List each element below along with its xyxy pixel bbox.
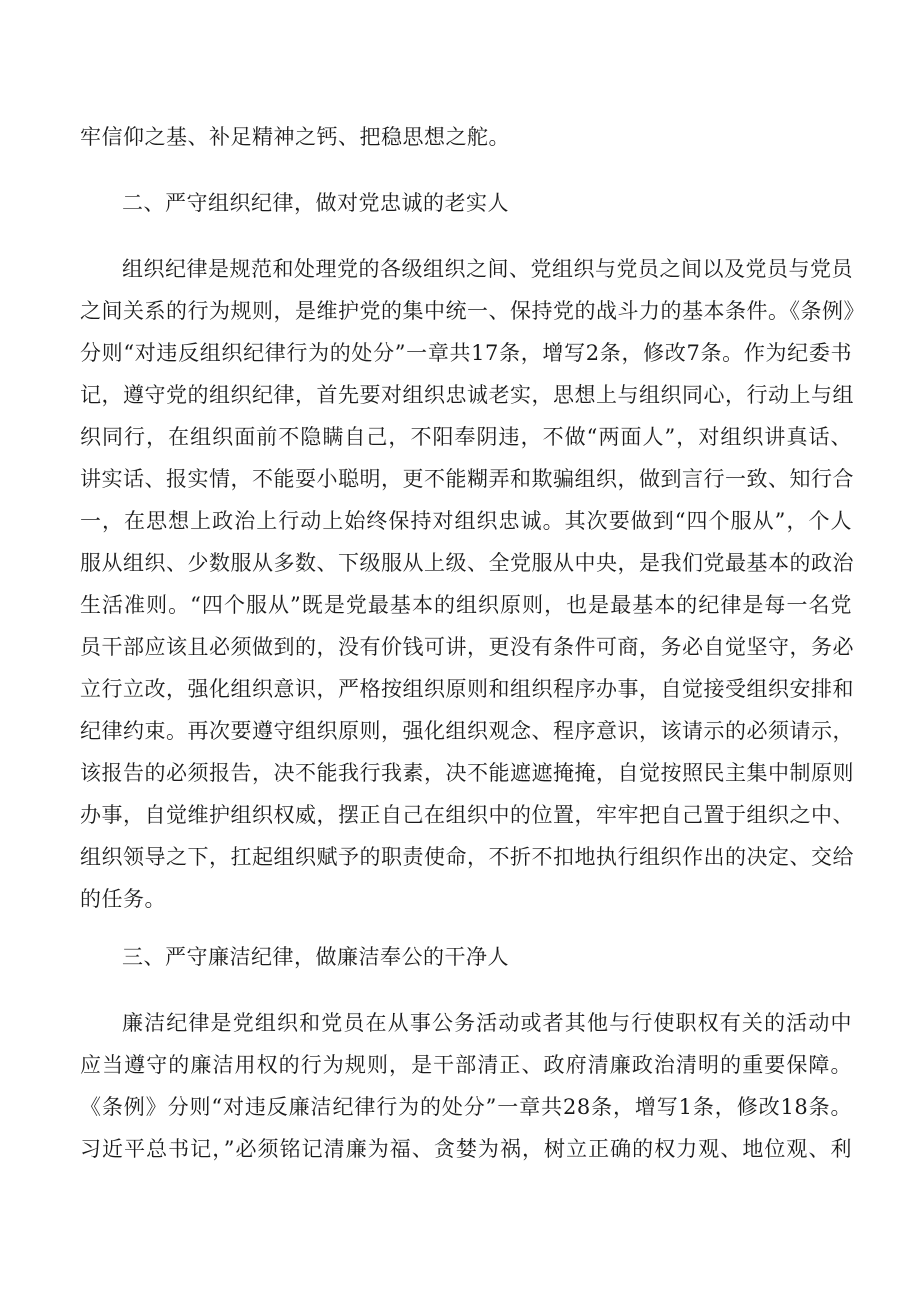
body-line: 一，在思想上政治上行动上始终保持对组织忠诚。其次要做到“四个服从”，个人 (80, 509, 852, 533)
body-line: 组织纪律是规范和处理党的各级组织之间、党组织与党员之间以及党员与党员 (122, 257, 853, 281)
paragraph-continuation: 牢信仰之基、补足精神之钙、把稳思想之舵。 (80, 125, 510, 149)
body-line: 习近平总书记，”必须铭记清廉为福、贪婪为祸，树立正确的权力观、地位观、利 (80, 1137, 852, 1161)
section-heading-3: 三、严守廉洁纪律，做廉洁奉公的干净人 (122, 945, 509, 969)
body-line: 立行立改，强化组织意识，严格按组织原则和组织程序办事，自觉接受组织安排和 (80, 677, 854, 701)
body-line: 办事，自觉维护组织权威，摆正自己在组织中的位置，牢牢把自己置于组织之中、 (80, 803, 854, 827)
body-line: 之间关系的行为规则，是维护党的集中统一、保持党的战斗力的基本条件。《条例》 (80, 299, 865, 323)
body-line: 员干部应该且必须做到的，没有价钱可讲，更没有条件可商，务必自觉坚守，务必 (80, 635, 854, 659)
body-line: 纪律约束。再次要遵守组织原则，强化组织观念、程序意识，该请示的必须请示， (80, 719, 854, 743)
body-line: 生活准则。“四个服从”既是党最基本的组织原则，也是最基本的纪律是每一名党 (80, 593, 852, 617)
body-line: 讲实话、报实情，不能耍小聪明，更不能糊弄和欺骗组织，做到言行一致、知行合 (80, 467, 854, 491)
body-line: 该报告的必须报告，决不能我行我素，决不能遮遮掩掩，自觉按照民主集中制原则 (80, 761, 854, 785)
body-line: 廉洁纪律是党组织和党员在从事公务活动或者其他与行使职权有关的活动中 (122, 1011, 852, 1035)
body-line: 织同行，在组织面前不隐瞒自己，不阳奉阴违，不做“两面人”，对组织讲真话、 (80, 425, 852, 449)
body-line: 的任务。 (80, 887, 166, 911)
body-line: 《条例》分则“对违反廉洁纪律行为的处分”一章共28条，增写1条，修改18条。 (80, 1095, 852, 1119)
body-line: 服从组织、少数服从多数、下级服从上级、全党服从中央，是我们党最基本的政治 (80, 551, 854, 575)
section-heading-2: 二、严守组织纪律，做对党忠诚的老实人 (122, 191, 509, 215)
body-line: 应当遵守的廉洁用权的行为规则，是干部清正、政府清廉政治清明的重要保障。 (80, 1053, 852, 1077)
body-line: 记，遵守党的组织纪律，首先要对组织忠诚老实，思想上与组织同心，行动上与组 (80, 383, 854, 407)
body-line: 分则“对违反组织纪律行为的处分”一章共17条，增写2条，修改7条。作为纪委书 (80, 341, 852, 365)
body-line: 组织领导之下，扛起组织赋予的职责使命，不折不扣地执行组织作出的决定、交给 (80, 845, 854, 869)
